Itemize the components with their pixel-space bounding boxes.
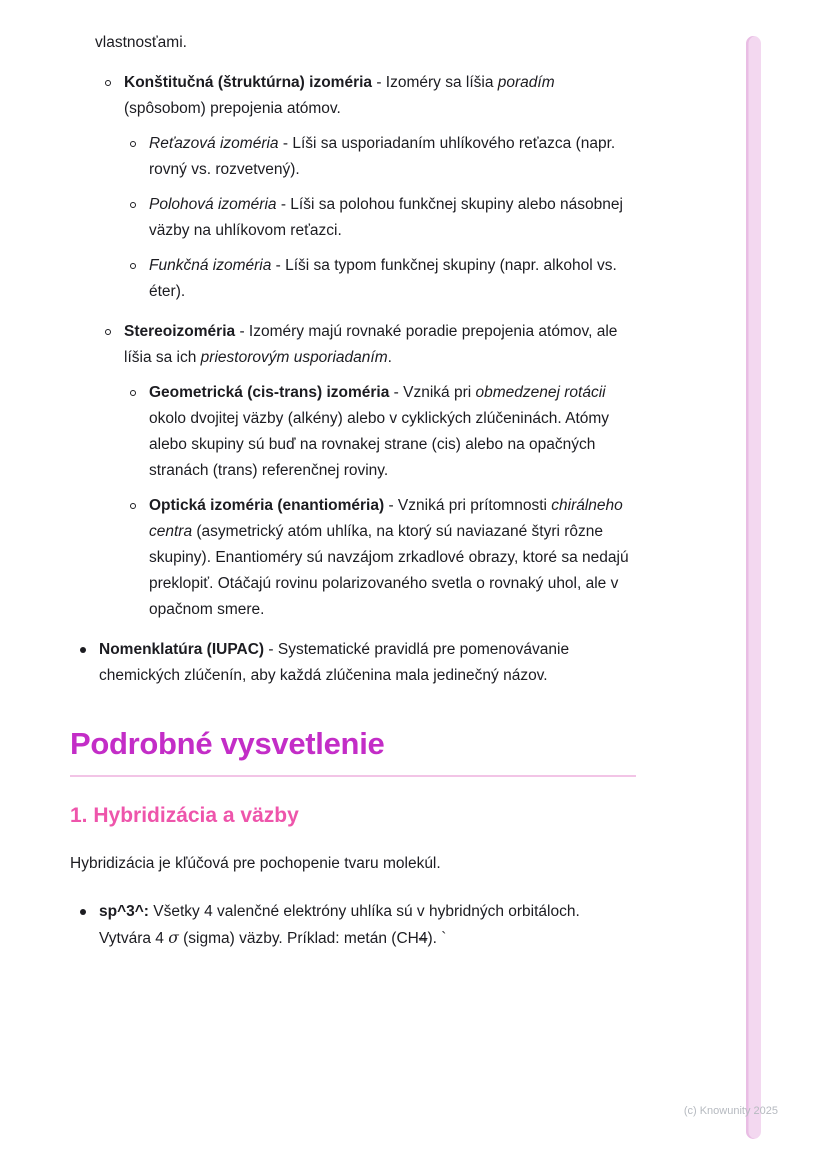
text-segment: - Líši sa typom funkčnej skupiny (napr. alkohol vs. éter).: [149, 257, 617, 300]
circle-bullet-icon: [130, 202, 136, 208]
text-segment: 4: [418, 930, 428, 947]
disc-bullet-icon: [80, 909, 86, 915]
list-item: [80, 899, 636, 952]
text-segment: Optická izoméria (enantioméria): [149, 497, 385, 514]
text-segment: (spôsobom) prepojenia atómov.: [124, 100, 341, 117]
text-segment: (sigma) väzby. Príklad: metán (CH: [178, 930, 419, 947]
text-segment: Stereoizoméria: [124, 323, 236, 340]
text-segment: sp^3^:: [99, 903, 149, 920]
list-item: [105, 70, 636, 122]
circle-bullet-icon: [130, 503, 136, 509]
list-item: [80, 637, 636, 689]
list-item-text: [149, 493, 636, 623]
section-heading: Podrobné vysvetlenie: [70, 726, 385, 761]
text-segment: okolo dvojitej väzby (alkény) alebo v cyklických zlúčeninách. Atómy alebo skupiny sú buď na rovnakej strane (cis) alebo na opačných stranách (trans) referenčnej roviny.: [149, 410, 610, 479]
isomeria-list: [70, 70, 636, 689]
circle-bullet-icon: [105, 329, 111, 335]
text-segment: .: [387, 349, 392, 366]
text-segment: Reťazová izoméria: [149, 135, 279, 152]
text-segment: - Líši sa polohou funkčnej skupiny alebo násobnej väzby na uhlíkovom reťazci.: [149, 196, 623, 239]
text-segment: - Líši sa usporiadaním uhlíkového reťazca (napr. rovný vs. rozvetvený).: [149, 135, 616, 178]
text-segment: obmedzenej rotácii: [475, 384, 606, 401]
list-item-text: [149, 380, 636, 484]
text-segment: priestorovým usporiadaním: [200, 349, 388, 366]
paragraph-continuation: vlastnosťami.: [95, 34, 187, 51]
text-segment: chirálneho centra: [149, 497, 623, 540]
text-segment: Konštitučná (štruktúrna) izoméria: [124, 74, 373, 91]
text-segment: Všetky 4 valenčné elektróny uhlíka sú v hybridných orbitáloch. Vytvára 4: [99, 903, 580, 947]
text-segment: - Izoméry majú rovnaké poradie prepojenia atómov, ale líšia sa ich: [124, 323, 618, 366]
footer-credit: (c) Knowunity 2025: [683, 1105, 778, 1117]
text-segment: Funkčná izoméria: [149, 257, 272, 274]
list-item: [105, 319, 636, 371]
page-edge-decoration: [746, 36, 761, 1139]
list-item-text: [149, 192, 636, 244]
circle-bullet-icon: [105, 80, 111, 86]
text-segment: poradím: [497, 74, 555, 91]
text-segment: (asymetrický atóm uhlíka, na ktorý sú naviazané štyri rôzne skupiny). Enantioméry sú navzájom zrkadlové obrazy, ktoré sa nedajú preklopiť. Otáčajú rovinu polarizovaného svetla o rovnaký uhol, ale v opačnom smere.: [149, 523, 629, 618]
text-segment: σ: [168, 929, 179, 947]
list-item-text: [124, 70, 636, 122]
paragraph-hybridization: Hybridizácia je kľúčová pre pochopenie tvaru molekúl.: [70, 855, 441, 872]
circle-bullet-icon: [130, 263, 136, 269]
text-segment: - Vzniká pri prítomnosti: [384, 497, 552, 514]
hybridization-list: [70, 899, 636, 952]
subsection-heading: 1. Hybridizácia a väzby: [70, 804, 299, 827]
note-content: [70, 30, 636, 961]
disc-bullet-icon: [80, 647, 86, 653]
list-item-text: [99, 637, 636, 689]
list-item-text: [149, 253, 636, 305]
circle-bullet-icon: [130, 390, 136, 396]
list-item: [130, 380, 636, 484]
text-segment: - Systematické pravidlá pre pomenovávanie chemických zlúčenín, aby každá zlúčenina mala jedinečný názov.: [99, 641, 570, 684]
text-segment: Geometrická (cis-trans) izoméria: [149, 384, 390, 401]
text-segment: Polohová izoméria: [149, 196, 277, 213]
text-segment: Nomenklatúra (IUPAC): [99, 641, 265, 658]
list-item-text: [99, 899, 636, 952]
heading-divider: [70, 775, 636, 777]
list-item-text: [124, 319, 636, 371]
list-item: [130, 253, 636, 305]
list-item: [130, 192, 636, 244]
text-segment: ). `: [427, 930, 447, 947]
text-segment: - Vzniká pri: [389, 384, 476, 401]
circle-bullet-icon: [130, 141, 136, 147]
list-item: [130, 131, 636, 183]
text-segment: - Izoméry sa líšia: [372, 74, 498, 91]
list-item: [130, 493, 636, 623]
list-item-text: [149, 131, 636, 183]
